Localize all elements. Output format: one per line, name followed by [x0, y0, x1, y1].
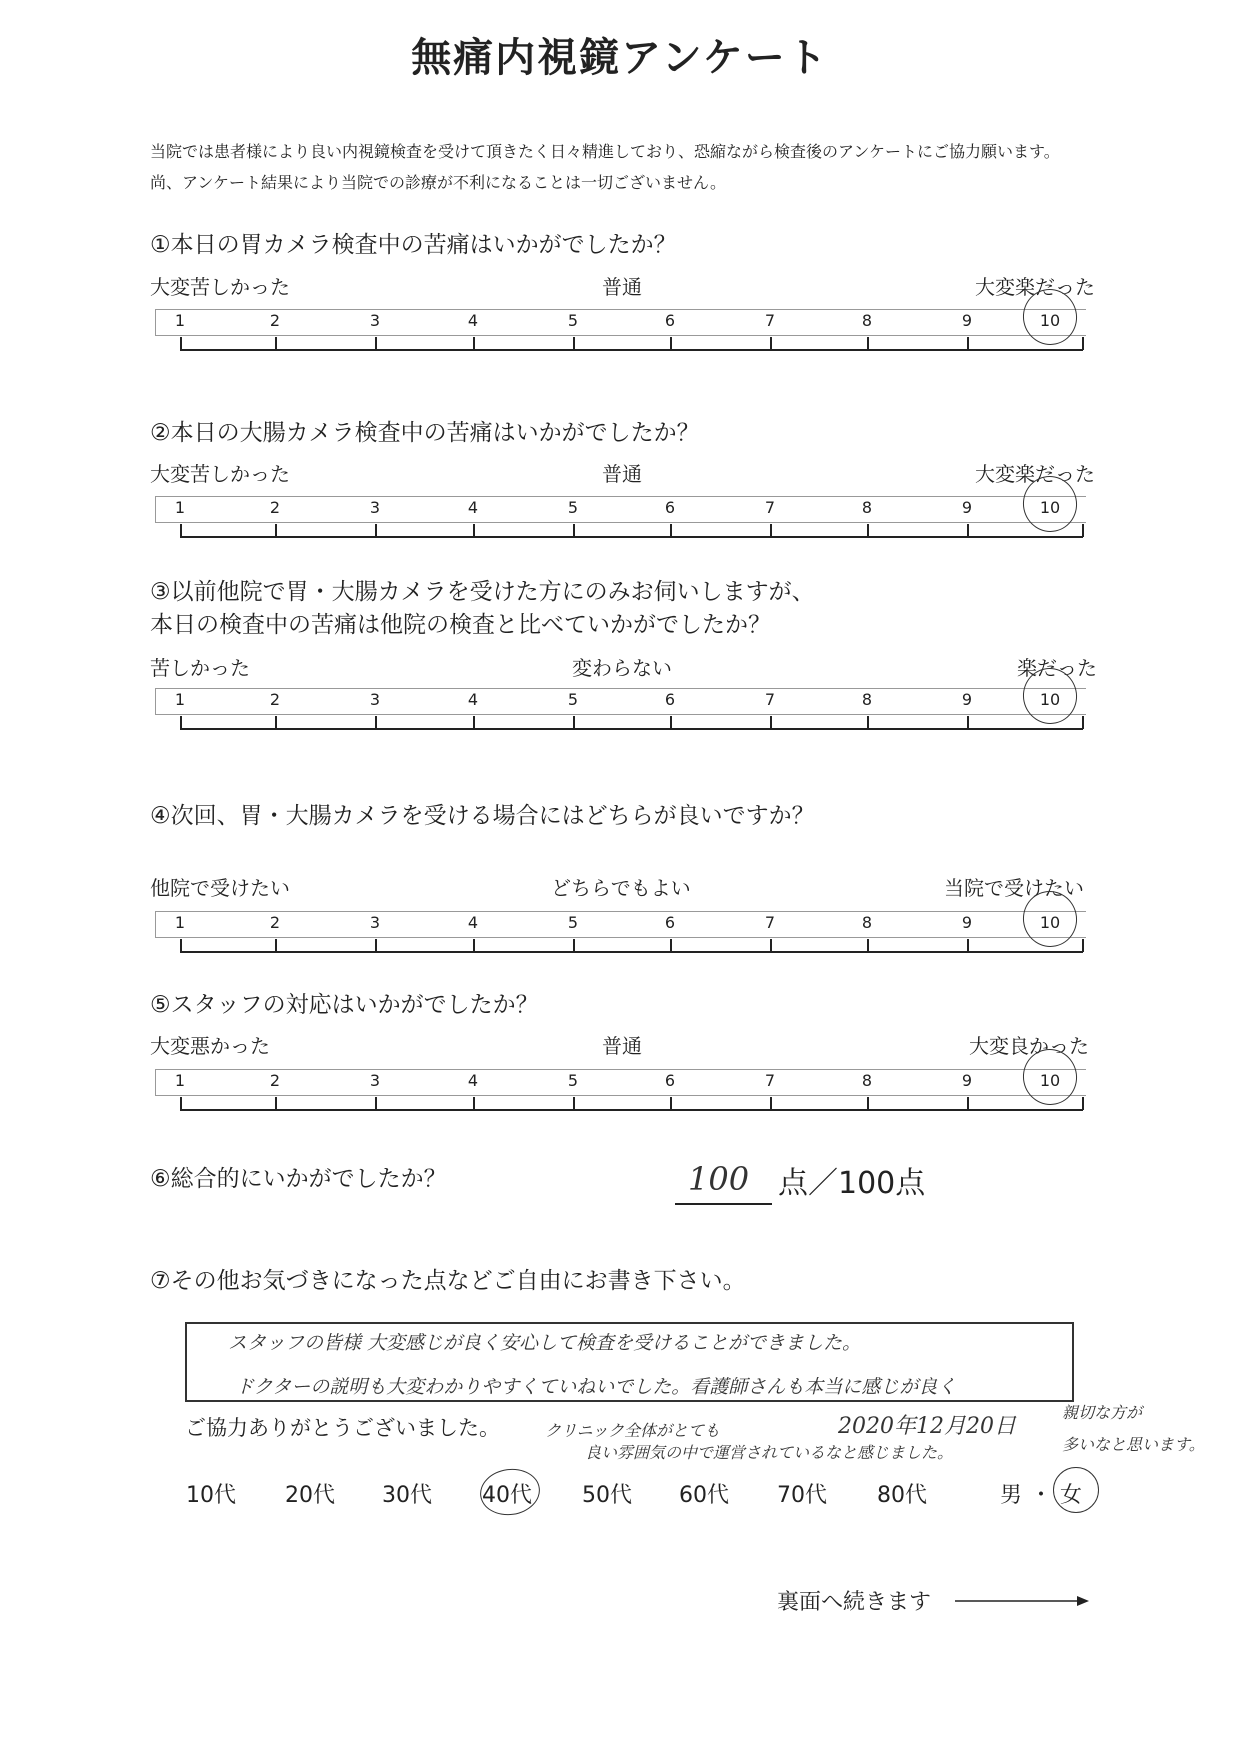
scale-number-1[interactable]: 1 — [174, 498, 186, 517]
scale-tick — [770, 939, 772, 952]
scale-tick — [473, 524, 475, 537]
scale-tick — [275, 1097, 277, 1110]
scale-number-7[interactable]: 7 — [764, 311, 776, 330]
scale-number-10[interactable]: 10 — [1039, 311, 1061, 330]
date[interactable]: 2020年12月20日 — [838, 1414, 1016, 1439]
scale-number-2[interactable]: 2 — [269, 690, 281, 709]
q1-scale[interactable] — [155, 309, 1090, 359]
scale-number-3[interactable]: 3 — [369, 913, 381, 932]
comment-line-1: スタッフの皆様 大変感じが良く安心して検査を受けることができました。 — [228, 1332, 862, 1354]
q1-mid-label: 普通 — [602, 275, 642, 299]
scale-number-9[interactable]: 9 — [961, 1071, 973, 1090]
scale-tick — [375, 1097, 377, 1110]
scale-number-7[interactable]: 7 — [764, 690, 776, 709]
comment-line-4: 良い雰囲気の中で運営されているなと感じました。 — [585, 1443, 954, 1462]
scale-number-8[interactable]: 8 — [861, 913, 873, 932]
scale-tick — [967, 1097, 969, 1110]
scale-tick — [180, 524, 182, 537]
scale-number-8[interactable]: 8 — [861, 311, 873, 330]
gender-male[interactable]: 男 — [1000, 1483, 1023, 1508]
comment-line-3: クリニック全体がとても — [545, 1421, 721, 1440]
scale-tick — [473, 939, 475, 952]
scale-box — [155, 496, 1086, 523]
q4-left-label: 他院で受けたい — [150, 876, 290, 900]
q2-right-label: 大変楽だった — [975, 462, 1095, 486]
scale-tick — [275, 939, 277, 952]
q4-right-label: 当院で受けたい — [944, 876, 1084, 900]
scale-tick — [180, 939, 182, 952]
scale-number-7[interactable]: 7 — [764, 1071, 776, 1090]
scale-tick — [670, 524, 672, 537]
scale-tick — [473, 337, 475, 350]
scale-number-4[interactable]: 4 — [467, 311, 479, 330]
scale-tick — [573, 337, 575, 350]
scale-number-2[interactable]: 2 — [269, 913, 281, 932]
scale-tick — [1082, 524, 1084, 537]
scale-number-9[interactable]: 9 — [961, 311, 973, 330]
scale-number-9[interactable]: 9 — [961, 913, 973, 932]
age-option-80s[interactable]: 80代 — [877, 1483, 927, 1508]
scale-number-2[interactable]: 2 — [269, 498, 281, 517]
question-7: ⑦その他お気づきになった点などご自由にお書き下さい。 — [150, 1268, 746, 1294]
page-title: 無痛内視鏡アンケート — [411, 35, 829, 81]
scale-axis — [180, 349, 1083, 351]
scale-tick — [867, 1097, 869, 1110]
scale-tick — [375, 716, 377, 729]
scale-tick — [1082, 939, 1084, 952]
q3-scale[interactable] — [155, 688, 1090, 738]
scale-number-5[interactable]: 5 — [567, 690, 579, 709]
scale-tick — [867, 939, 869, 952]
q6-answer[interactable]: 100 — [688, 1160, 750, 1198]
q6-answer-line — [675, 1203, 772, 1205]
scale-number-3[interactable]: 3 — [369, 311, 381, 330]
question-4: ④次回、胃・大腸カメラを受ける場合にはどちらが良いですか？ — [150, 803, 815, 829]
q5-mid-label: 普通 — [602, 1034, 642, 1058]
scale-number-6[interactable]: 6 — [664, 913, 676, 932]
comment-side-1: 親切な方が — [1062, 1403, 1143, 1422]
scale-number-8[interactable]: 8 — [861, 690, 873, 709]
q4-mid-label: どちらでもよい — [551, 876, 691, 900]
scale-tick — [1082, 337, 1084, 350]
scale-tick — [867, 716, 869, 729]
scale-tick — [967, 524, 969, 537]
age-option-40s[interactable]: 40代 — [482, 1483, 532, 1508]
scale-number-2[interactable]: 2 — [269, 311, 281, 330]
scale-number-4[interactable]: 4 — [467, 498, 479, 517]
scale-number-3[interactable]: 3 — [369, 690, 381, 709]
scale-number-7[interactable]: 7 — [764, 498, 776, 517]
scale-tick — [180, 1097, 182, 1110]
scale-tick — [867, 337, 869, 350]
scale-box — [155, 1069, 1086, 1096]
scale-number-5[interactable]: 5 — [567, 1071, 579, 1090]
scale-number-10[interactable]: 10 — [1039, 913, 1061, 932]
q5-left-label: 大変悪かった — [150, 1034, 270, 1058]
scale-number-7[interactable]: 7 — [764, 913, 776, 932]
scale-number-10[interactable]: 10 — [1039, 690, 1061, 709]
scale-axis — [180, 1109, 1083, 1111]
scale-box — [155, 309, 1086, 336]
scale-number-4[interactable]: 4 — [467, 690, 479, 709]
question-3-line-1: ③以前他院で胃・大腸カメラを受けた方にのみお伺いしますが、 — [150, 579, 815, 605]
scale-box — [155, 688, 1086, 715]
scale-tick — [275, 337, 277, 350]
scale-number-5[interactable]: 5 — [567, 498, 579, 517]
scale-number-5[interactable]: 5 — [567, 311, 579, 330]
question-2: ②本日の大腸カメラ検査中の苦痛はいかがでしたか？ — [150, 420, 700, 446]
q1-left-label: 大変苦しかった — [150, 275, 290, 299]
q4-scale[interactable] — [155, 911, 1090, 961]
question-3-line-2: 本日の検査中の苦痛は他院の検査と比べていかがでしたか？ — [150, 612, 771, 638]
scale-number-8[interactable]: 8 — [861, 1071, 873, 1090]
continue-text: 裏面へ続きます — [777, 1590, 932, 1615]
q1-right-label: 大変楽だった — [975, 275, 1095, 299]
scale-number-1[interactable]: 1 — [174, 311, 186, 330]
intro-line-1: 当院では患者様により良い内視鏡検査を受けて頂きたく日々精進しており、恐縮ながら検査後のアンケートにご協力願います。 — [150, 142, 1060, 161]
scale-tick — [275, 524, 277, 537]
q5-right-label: 大変良かった — [969, 1034, 1089, 1058]
scale-tick — [573, 1097, 575, 1110]
scale-tick — [670, 939, 672, 952]
question-1: ①本日の胃カメラ検査中の苦痛はいかがでしたか？ — [150, 232, 677, 258]
gender-selected-circle — [1053, 1467, 1099, 1513]
q3-left-label: 苦しかった — [150, 656, 250, 680]
scale-tick — [1082, 1097, 1084, 1110]
scale-number-4[interactable]: 4 — [467, 913, 479, 932]
scale-tick — [573, 524, 575, 537]
scale-tick — [573, 939, 575, 952]
thanks-text: ご協力ありがとうございました。 — [185, 1416, 500, 1440]
scale-number-2[interactable]: 2 — [269, 1071, 281, 1090]
scale-number-8[interactable]: 8 — [861, 498, 873, 517]
scale-tick — [473, 716, 475, 729]
scale-number-5[interactable]: 5 — [567, 913, 579, 932]
scale-tick — [770, 716, 772, 729]
scale-tick — [967, 337, 969, 350]
question-6: ⑥総合的にいかがでしたか？ — [150, 1166, 447, 1192]
continue-arrow-icon — [955, 1593, 1090, 1609]
question-5: ⑤スタッフの対応はいかがでしたか？ — [150, 992, 539, 1018]
scale-tick — [375, 524, 377, 537]
scale-tick — [670, 1097, 672, 1110]
scale-tick — [770, 337, 772, 350]
age-option-10s[interactable]: 10代 — [186, 1483, 236, 1508]
scale-tick — [1082, 716, 1084, 729]
scale-number-1[interactable]: 1 — [174, 913, 186, 932]
age-option-70s[interactable]: 70代 — [777, 1483, 827, 1508]
scale-tick — [670, 716, 672, 729]
scale-number-6[interactable]: 6 — [664, 690, 676, 709]
age-option-20s[interactable]: 20代 — [285, 1483, 335, 1508]
scale-tick — [770, 524, 772, 537]
scale-tick — [867, 524, 869, 537]
scale-tick — [473, 1097, 475, 1110]
scale-tick — [180, 337, 182, 350]
q6-suffix: 点／100点 — [778, 1166, 926, 1201]
gender-female[interactable]: 女 — [1060, 1483, 1083, 1508]
q2-mid-label: 普通 — [602, 462, 642, 486]
q3-right-label: 楽だった — [1017, 656, 1097, 680]
scale-number-9[interactable]: 9 — [961, 498, 973, 517]
scale-number-10[interactable]: 10 — [1039, 1071, 1061, 1090]
scale-tick — [573, 716, 575, 729]
scale-axis — [180, 951, 1083, 953]
scale-number-6[interactable]: 6 — [664, 311, 676, 330]
scale-number-6[interactable]: 6 — [664, 498, 676, 517]
age-option-60s[interactable]: 60代 — [679, 1483, 729, 1508]
q5-scale[interactable] — [155, 1069, 1090, 1119]
scale-number-3[interactable]: 3 — [369, 498, 381, 517]
comment-side-2: 多いなと思います。 — [1062, 1435, 1205, 1454]
q3-mid-label: 変わらない — [572, 656, 672, 680]
scale-number-9[interactable]: 9 — [961, 690, 973, 709]
scale-tick — [770, 1097, 772, 1110]
scale-number-3[interactable]: 3 — [369, 1071, 381, 1090]
scale-axis — [180, 536, 1083, 538]
q2-scale[interactable] — [155, 496, 1090, 546]
scale-number-6[interactable]: 6 — [664, 1071, 676, 1090]
scale-tick — [967, 939, 969, 952]
scale-number-1[interactable]: 1 — [174, 1071, 186, 1090]
scale-box — [155, 911, 1086, 938]
age-option-50s[interactable]: 50代 — [582, 1483, 632, 1508]
scale-tick — [180, 716, 182, 729]
scale-tick — [375, 939, 377, 952]
q2-left-label: 大変苦しかった — [150, 462, 290, 486]
age-option-30s[interactable]: 30代 — [382, 1483, 432, 1508]
gender-separator: ・ — [1030, 1483, 1053, 1508]
scale-tick — [670, 337, 672, 350]
scale-tick — [275, 716, 277, 729]
comment-line-2: ドクターの説明も大変わかりやすくていねいでした。看護師さんも本当に感じが良く — [235, 1376, 957, 1398]
scale-tick — [967, 716, 969, 729]
scale-tick — [375, 337, 377, 350]
scale-number-10[interactable]: 10 — [1039, 498, 1061, 517]
scale-number-4[interactable]: 4 — [467, 1071, 479, 1090]
intro-line-2: 尚、アンケート結果により当院での診療が不利になることは一切ございません。 — [150, 173, 727, 192]
scale-number-1[interactable]: 1 — [174, 690, 186, 709]
scale-axis — [180, 728, 1083, 730]
